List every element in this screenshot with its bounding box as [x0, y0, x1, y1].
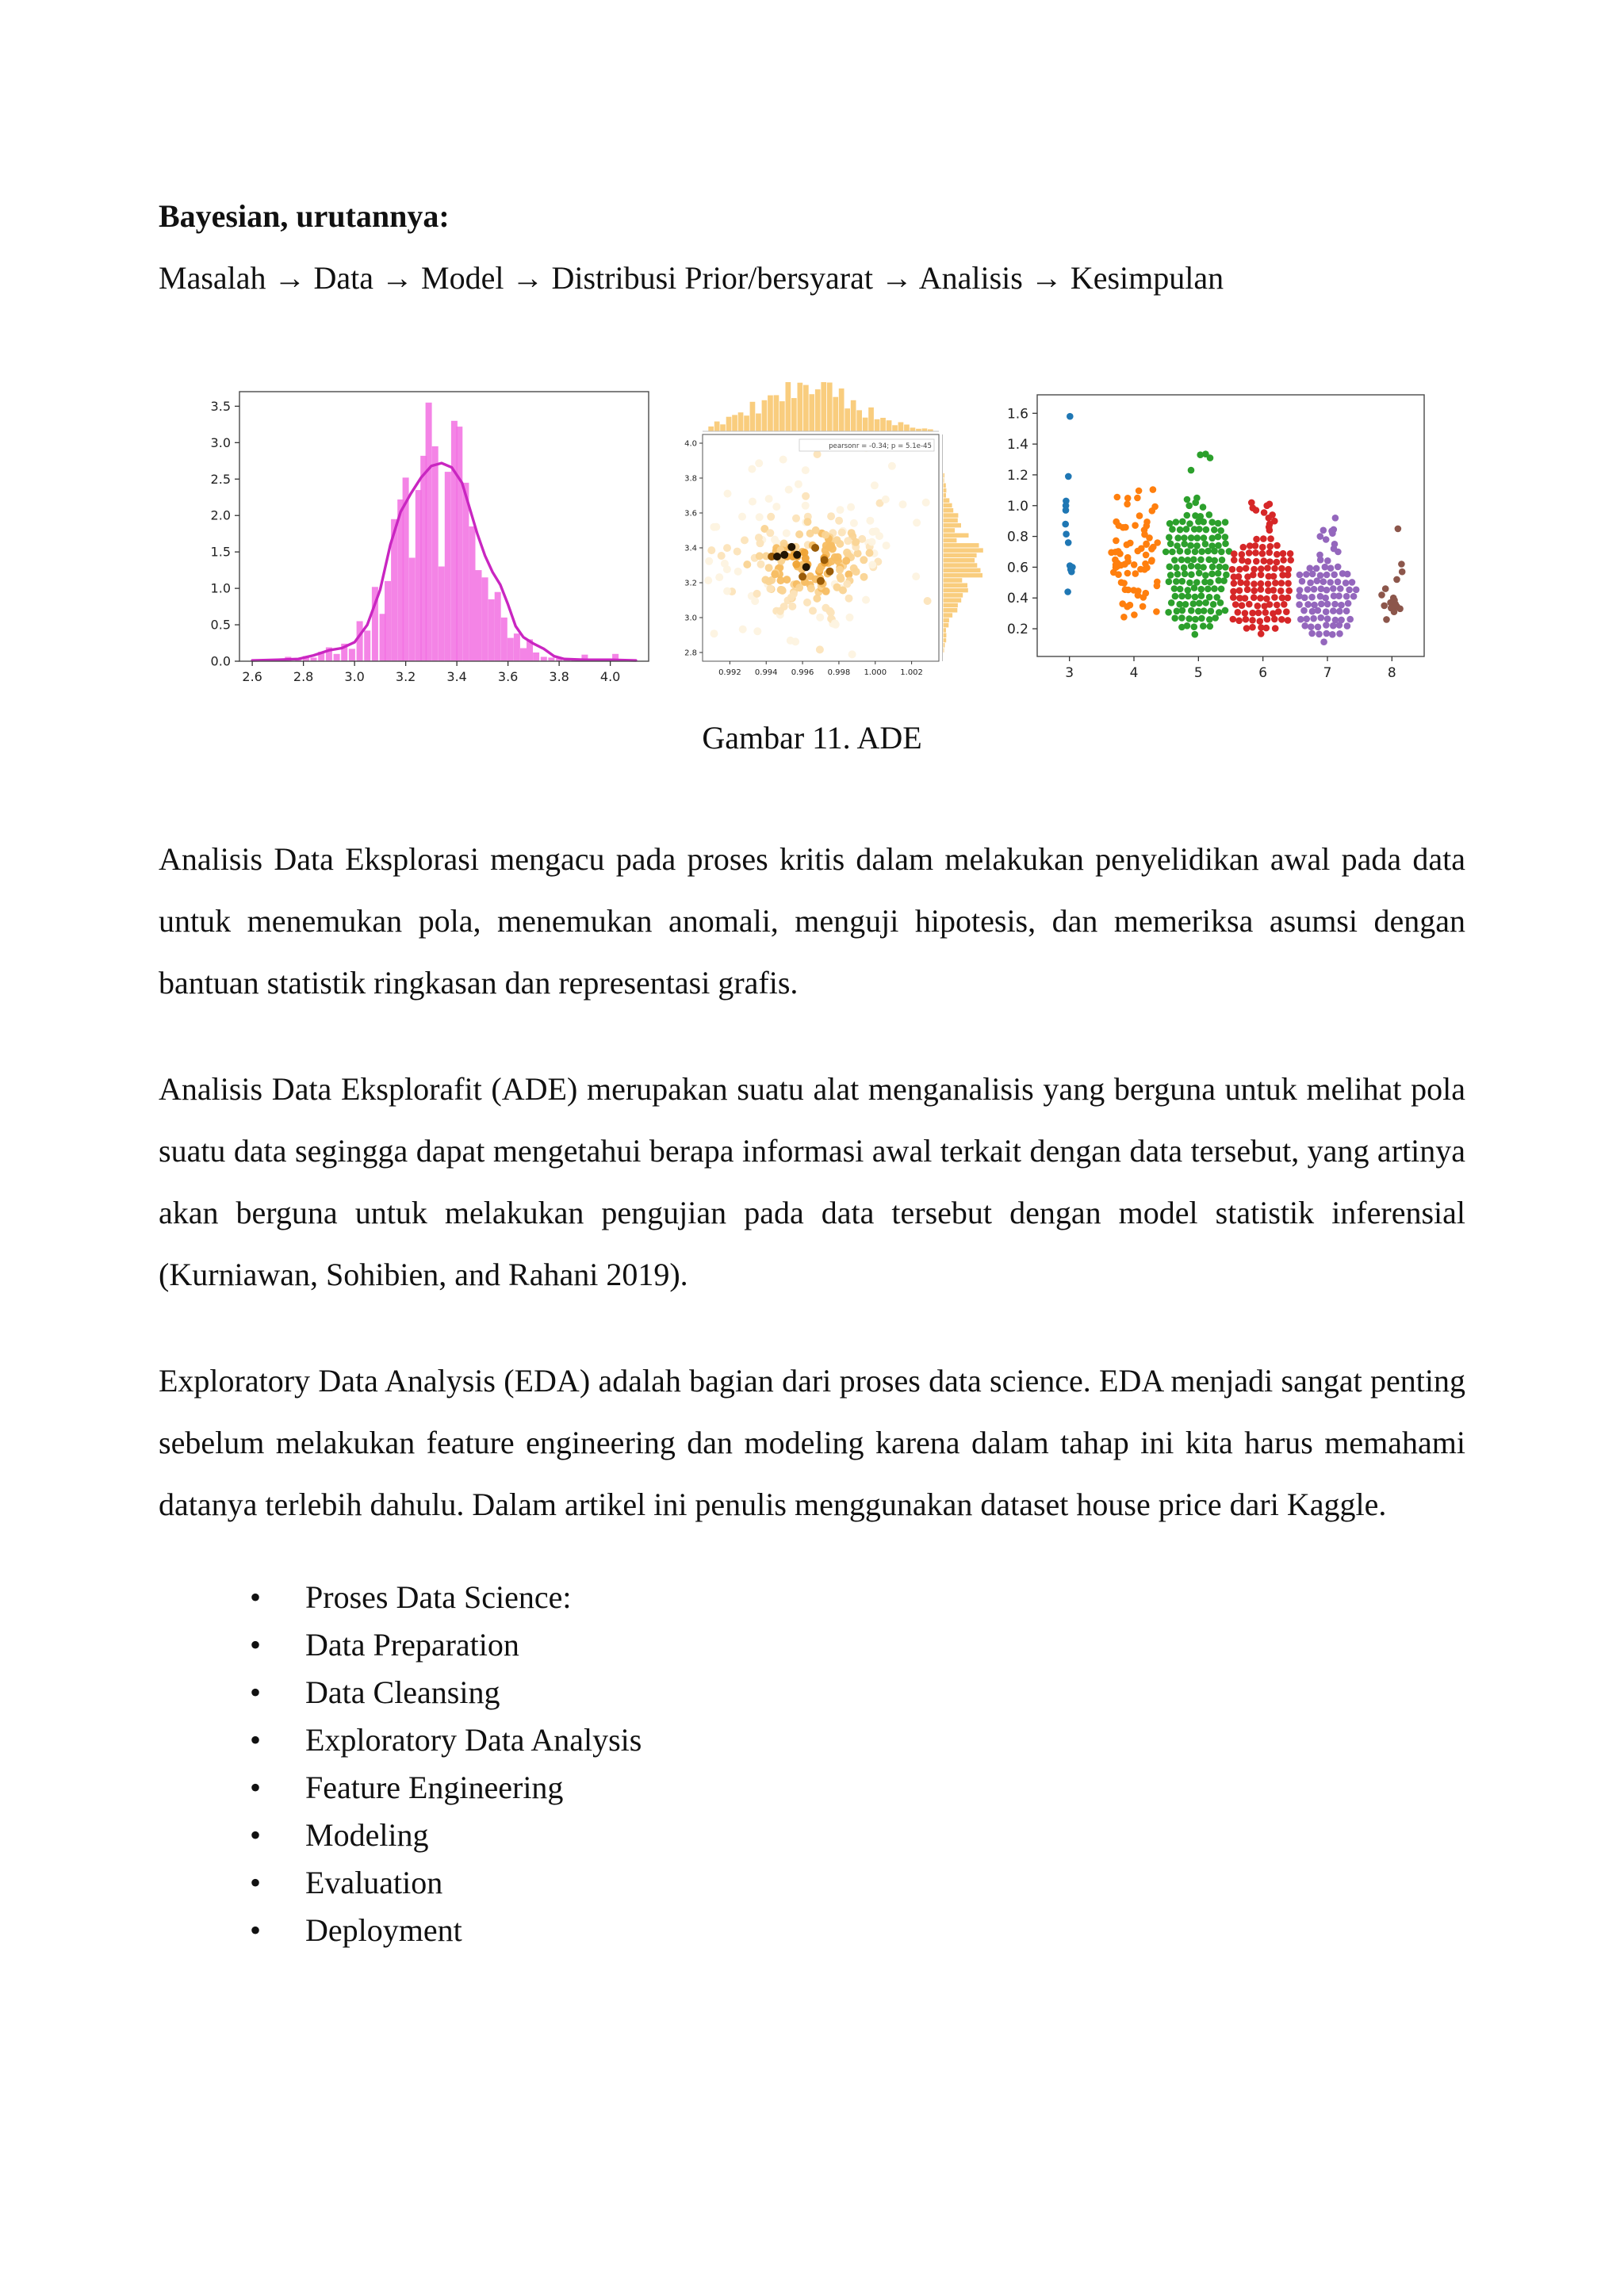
svg-text:0.992: 0.992: [718, 668, 741, 677]
bullet-icon: •: [250, 1627, 262, 1663]
svg-text:0.6: 0.6: [1006, 560, 1028, 576]
svg-text:0.994: 0.994: [754, 668, 778, 677]
list-item: [159, 1716, 1465, 1764]
list-item-label: Deployment: [305, 1912, 462, 1948]
svg-text:1.2: 1.2: [1006, 467, 1028, 484]
svg-text:3.2: 3.2: [684, 579, 697, 588]
svg-text:3.2: 3.2: [395, 669, 416, 684]
svg-text:3: 3: [1065, 665, 1074, 681]
svg-text:2.8: 2.8: [293, 669, 314, 684]
list-item-label: Data Preparation: [305, 1627, 519, 1663]
svg-text:1.002: 1.002: [900, 668, 923, 677]
histogram-kde-chart: [190, 382, 658, 691]
svg-text:7: 7: [1323, 665, 1332, 681]
svg-text:pearsonr = -0.34; p = 5.1e-45: pearsonr = -0.34; p = 5.1e-45: [829, 442, 932, 450]
list-item: [159, 1574, 1465, 1621]
svg-text:2.0: 2.0: [210, 507, 231, 523]
svg-text:6: 6: [1258, 665, 1268, 681]
bullet-icon: •: [250, 1579, 262, 1615]
paragraph-eda-process: Exploratory Data Analysis (EDA) adalah bagian dari proses data science. EDA menjadi sangat penting sebelum melakukan feature engineering dan modeling karena dalam tahap ini kita harus memahami datanya terlebih dahulu. Dalam artikel ini penulis menggunakan dataset house price dari Kaggle.: [159, 1363, 1465, 1522]
svg-text:3.0: 3.0: [344, 669, 365, 684]
svg-text:0.8: 0.8: [1006, 529, 1028, 545]
svg-text:3.6: 3.6: [684, 509, 697, 519]
hexbin-jointplot-chart: [666, 382, 983, 691]
svg-text:1.0: 1.0: [210, 580, 231, 596]
svg-text:1.000: 1.000: [864, 668, 887, 677]
list-item-label: Data Cleansing: [305, 1674, 500, 1710]
swarmplot-chart: [991, 382, 1435, 691]
svg-text:3.4: 3.4: [684, 544, 697, 553]
figure-caption: Gambar 11. ADE: [702, 720, 922, 756]
list-item: [159, 1859, 1465, 1907]
bullet-icon: •: [250, 1817, 262, 1853]
list-item-label: Feature Engineering: [305, 1770, 564, 1805]
svg-text:3.6: 3.6: [497, 669, 519, 684]
svg-text:3.0: 3.0: [684, 614, 697, 623]
bullet-icon: •: [250, 1865, 262, 1900]
list-item: [159, 1812, 1465, 1859]
svg-text:3.0: 3.0: [210, 434, 231, 450]
section-heading: Bayesian, urutannya:: [159, 198, 450, 234]
paragraph-ade-description: Analisis Data Eksplorafit (ADE) merupakan suatu alat menganalisis yang berguna untuk melihat pola suatu data segingga dapat mengetahui berapa informasi awal terkait dengan data tersebut, yang artinya akan berguna untuk melakukan pengujian pada data tersebut dengan model statistik inferensial (Kurniawan, Sohibien, and Rahani 2019).: [159, 1071, 1465, 1292]
list-item: [159, 1621, 1465, 1669]
svg-text:2.5: 2.5: [210, 471, 231, 487]
svg-text:0.0: 0.0: [210, 653, 231, 669]
bullet-icon: •: [250, 1912, 262, 1948]
svg-text:1.5: 1.5: [210, 544, 231, 560]
svg-text:2.8: 2.8: [684, 649, 697, 658]
svg-text:3.4: 3.4: [446, 669, 467, 684]
svg-text:0.998: 0.998: [827, 668, 851, 677]
list-item-label: Exploratory Data Analysis: [305, 1722, 642, 1758]
svg-text:3.5: 3.5: [210, 398, 231, 414]
svg-text:4: 4: [1129, 665, 1139, 681]
bullet-icon: •: [250, 1722, 262, 1758]
svg-text:5: 5: [1193, 665, 1203, 681]
svg-text:8: 8: [1387, 665, 1396, 681]
svg-text:3.8: 3.8: [549, 669, 569, 684]
bayesian-flow-line: Masalah → Data → Model → Distribusi Prior/bersyarat → Analisis → Kesimpulan: [159, 260, 1224, 296]
svg-text:1.6: 1.6: [1006, 406, 1028, 423]
svg-text:4.0: 4.0: [599, 669, 621, 684]
figure-row: [190, 382, 1465, 691]
svg-text:3.8: 3.8: [684, 474, 697, 484]
list-item: [159, 1669, 1465, 1716]
paragraph-eda-definition: Analisis Data Eksplorasi mengacu pada proses kritis dalam melakukan penyelidikan awal pada data untuk menemukan pola, menemukan anomali, menguji hipotesis, dan memeriksa asumsi dengan bantuan statistik ringkasan dan representasi grafis.: [159, 841, 1465, 1001]
list-item-label: Proses Data Science:: [305, 1579, 572, 1615]
svg-text:0.2: 0.2: [1006, 622, 1028, 638]
svg-text:1.4: 1.4: [1006, 437, 1028, 453]
list-item-label: Evaluation: [305, 1865, 443, 1900]
list-item: [159, 1907, 1465, 1954]
svg-text:1.0: 1.0: [1006, 498, 1028, 515]
bullet-icon: •: [250, 1770, 262, 1805]
process-list: [159, 1574, 1465, 1954]
svg-text:4.0: 4.0: [684, 439, 697, 449]
bullet-icon: •: [250, 1674, 262, 1710]
list-item-label: Modeling: [305, 1817, 429, 1853]
list-item: [159, 1764, 1465, 1812]
svg-text:0.996: 0.996: [791, 668, 814, 677]
svg-text:0.5: 0.5: [210, 617, 231, 633]
svg-text:0.4: 0.4: [1006, 591, 1028, 607]
svg-text:2.6: 2.6: [242, 669, 262, 684]
